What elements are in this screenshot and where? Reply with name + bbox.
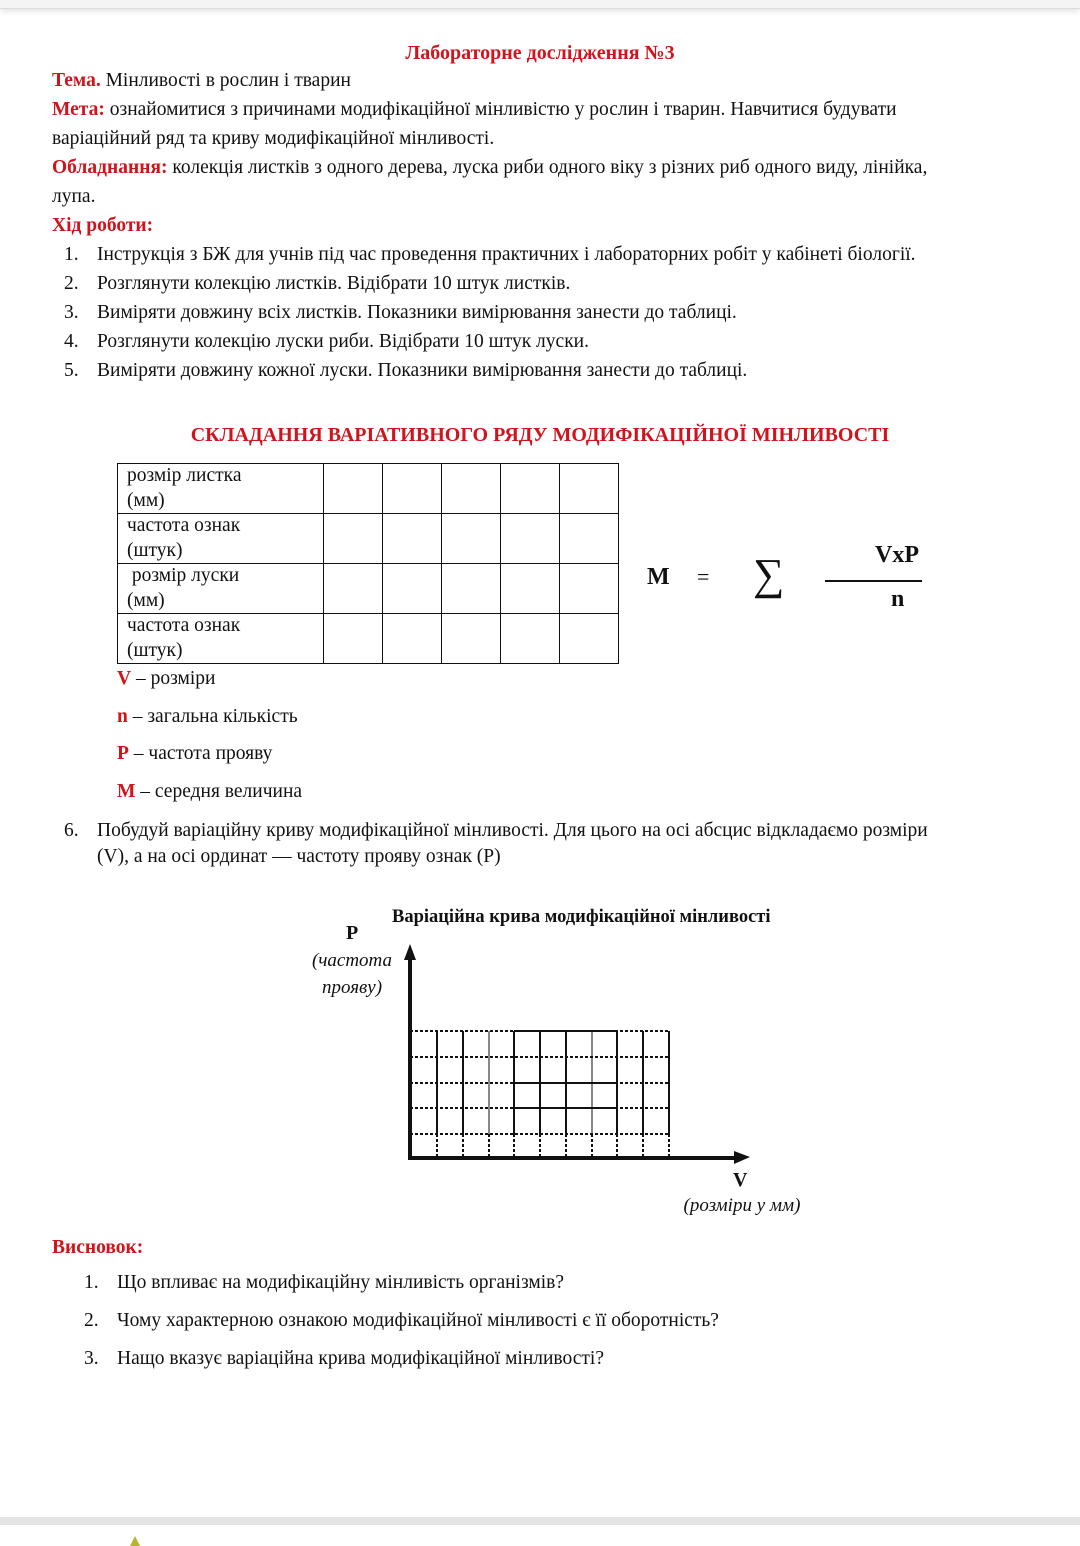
legend-item: M – середня величина [117,781,303,802]
table-cell[interactable] [560,514,619,564]
table-cell[interactable] [442,564,501,614]
y-axis-sublabel: (частота прояву) [312,950,392,998]
goal-text-2: варіаційний ряд та криву модифікаційної мінливості. [52,128,495,149]
variation-table [117,463,619,664]
formula-lhs: M [647,564,670,590]
table-row [118,464,619,514]
table-cell[interactable] [324,514,383,564]
legend-item: P – частота прояву [117,743,273,764]
sum-icon: ∑ [753,550,785,599]
formula-equals: = [697,564,710,589]
page-separator [0,1517,1080,1525]
table-cell[interactable] [324,464,383,514]
table-cell[interactable] [383,514,442,564]
step-6-num: 6. [64,820,79,841]
table-cell[interactable] [501,564,560,614]
table-cell[interactable] [501,464,560,514]
step-6-line-1: Побудуй варіаційну криву модифікаційної мінливості. Для цього на осі абсцис відкладаємо розміри [97,820,928,841]
table-cell[interactable] [442,514,501,564]
chart-grid [400,940,760,1170]
equipment-label: Обладнання: [52,157,168,178]
x-axis-arrow-icon [734,1151,750,1164]
goal-line-1 [52,99,897,121]
goal-text-1: ознайомитися з причинами модифікаційної мінливістю у рослин і тварин. Навчитися будувати [104,99,897,120]
table-cell[interactable] [560,464,619,514]
row-label: розмір луски (мм) [118,564,324,614]
conclusion-label: Висновок: [52,1237,144,1258]
y-axis-label: P [346,922,359,944]
table-cell[interactable] [501,514,560,564]
row-label: частота ознак (штук) [118,514,324,564]
table-cell[interactable] [383,564,442,614]
formula-denominator: n [891,586,905,612]
procedure-label: Хід роботи: [52,215,154,236]
table-cell[interactable] [442,464,501,514]
table-row [118,564,619,614]
fraction-bar [825,580,922,582]
equipment-text-1: колекція листків з одного дерева, луска риби одного віку з різних риб одного виду, лінійка, [167,157,928,178]
viewer-top-bar [0,0,1080,9]
topic-line [52,70,351,92]
table-cell[interactable] [324,614,383,664]
table-cell[interactable] [383,614,442,664]
x-axis-sublabel: (розміри у мм) [683,1195,801,1216]
table-cell[interactable] [324,564,383,614]
table-row [118,614,619,664]
chart-title: Варіаційна крива модифікаційної мінливості [392,907,771,927]
formula-numerator: VxP [875,542,919,568]
step-6-line-2: (V), а на осі ординат — частоту прояву ознак (P) [97,846,501,867]
row-label: частота ознак (штук) [118,614,324,664]
goal-label: Мета: [52,99,105,120]
document-title: Лабораторне дослідження №3 [405,42,675,64]
table-cell[interactable] [560,614,619,664]
next-page-image-icon [130,1536,140,1546]
equipment-text-2: лупа. [52,186,96,207]
topic-text: Мінливості в рослин і тварин [100,70,351,91]
topic-label: Тема. [52,70,101,91]
row-label: розмір листка (мм) [118,464,324,514]
table-cell[interactable] [383,464,442,514]
table-cell[interactable] [442,614,501,664]
equipment-line-1 [52,157,927,179]
table-cell[interactable] [501,614,560,664]
table-cell[interactable] [560,564,619,614]
table-row [118,514,619,564]
legend-item: n – загальна кількість [117,706,298,727]
x-axis-label: V [733,1169,748,1191]
y-axis-arrow-icon [404,944,416,960]
variation-section-title: СКЛАДАННЯ ВАРІАТИВНОГО РЯДУ МОДИФІКАЦІЙНОЇ МІНЛИВОСТІ [190,424,890,446]
mean-formula [647,540,937,620]
legend-item: V – розміри [117,668,216,689]
